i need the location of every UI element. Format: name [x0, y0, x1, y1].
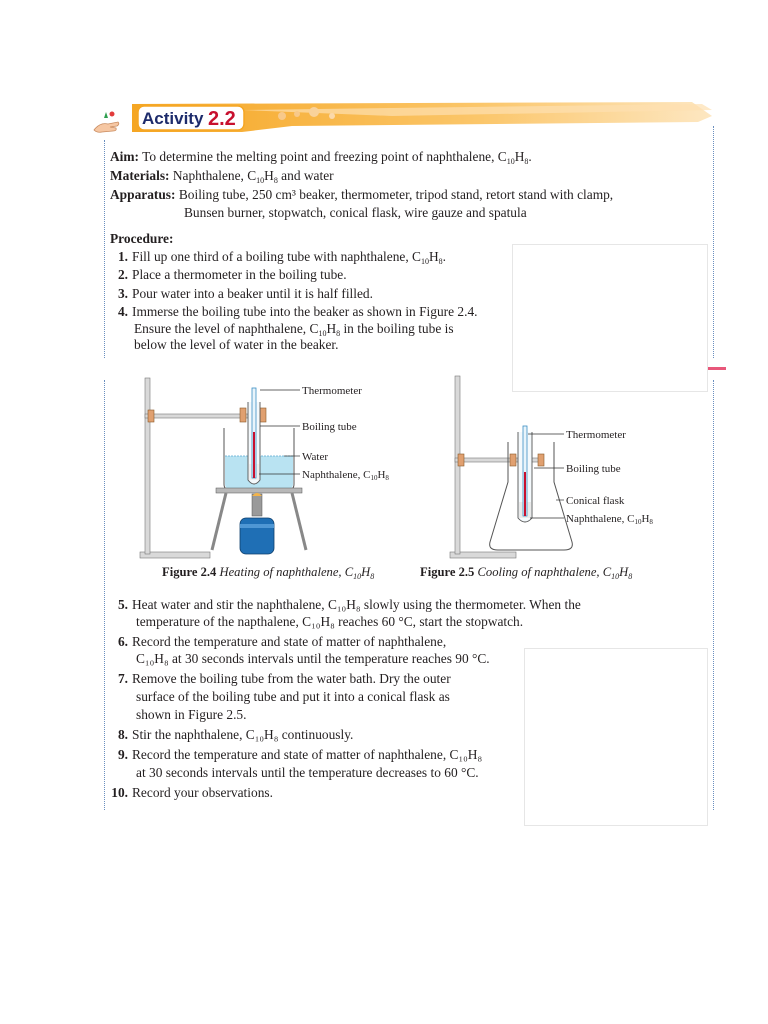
step-7-line-3: shown in Figure 2.5.	[136, 707, 247, 722]
label-conical-flask: Conical flask	[566, 495, 625, 507]
figure-2-4-caption: Figure 2.4 Heating of naphthalene, $C_{10}H_8$	[162, 565, 375, 581]
activity-title	[142, 109, 203, 129]
label-boiling-tube: Boiling tube	[302, 421, 357, 433]
pink-tab-marker	[706, 367, 726, 370]
left-dotted-border-top	[104, 140, 105, 358]
right-dotted-border-top	[713, 126, 714, 358]
step-2: 2. Place a thermometer in the boiling tube.	[117, 267, 347, 282]
step-5-line-2: temperature of the napthalene, C₁₀H₈ reaches 60 °C, start the stopwatch.	[136, 614, 524, 629]
label-boiling-tube: Boiling tube	[566, 463, 621, 475]
apparatus-line-2: Bunsen burner, stopwatch, conical flask, wire gauze and spatula	[184, 205, 527, 220]
procedure-title: Procedure:	[110, 231, 174, 246]
step-1: 1. Fill up one third of a boiling tube with naphthalene, $C_{10}H_8$.	[117, 249, 447, 266]
left-dotted-border-bottom	[104, 380, 105, 810]
aim-line: Aim: To determine the melting point and freezing point of naphthalene, $C_{10}H_8$.	[110, 149, 532, 166]
figure-2-4-diagram	[136, 372, 406, 562]
blank-box-top	[512, 244, 708, 392]
step-4-cont-2: below the level of water in the beaker.	[134, 337, 339, 352]
label-naphthalene: Naphthalene, C10H8	[566, 513, 653, 526]
activity-word: Activity	[142, 109, 204, 128]
step-4-cont-1: Ensure the level of naphthalene, $C_{10}H_8$ in the boiling tube is	[134, 321, 454, 338]
activity-number: 2.2	[208, 108, 236, 130]
figure-2-5-caption: Figure 2.5 Cooling of naphthalene, $C_{10}H_8$	[420, 565, 633, 581]
hand-icon	[92, 108, 122, 138]
apparatus-line-1: Apparatus: Boiling tube, 250 cm³ beaker, thermometer, tripod stand, retort stand with clamp,	[110, 187, 614, 202]
gas-canister	[240, 518, 274, 554]
step-3: 3. Pour water into a beaker until it is half filled.	[117, 286, 373, 301]
step-9-line-1: 9. Record the temperature and state of matter of naphthalene, C₁₀H₈	[117, 747, 483, 762]
retort-base	[140, 552, 210, 558]
materials-line: Materials: Naphthalene, $C_{10}H_8$ and water	[110, 168, 334, 185]
label-thermometer: Thermometer	[302, 385, 362, 397]
figure-2-5-diagram	[446, 372, 686, 562]
step-7-line-2: surface of the boiling tube and put it into a conical flask as	[136, 689, 450, 704]
step-4: 4. Immerse the boiling tube into the beaker as shown in Figure 2.4.	[117, 304, 478, 319]
step-10: 10. Record your observations.	[111, 785, 273, 800]
label-water: Water	[302, 451, 328, 463]
blank-box-bottom	[524, 648, 708, 826]
step-7-line-1: 7. Remove the boiling tube from the water bath. Dry the outer	[117, 671, 451, 686]
clamp-arm	[145, 414, 255, 418]
right-dotted-border-bottom	[713, 380, 714, 810]
retort-rod	[145, 378, 150, 554]
label-naphthalene: Naphthalene, C10H8	[302, 469, 389, 482]
step-6-line-1: 6. Record the temperature and state of matter of naphthalene,	[117, 634, 447, 649]
step-6-line-2: C₁₀H₈ at 30 seconds intervals until the temperature reaches 90 °C.	[136, 651, 490, 666]
step-5-line-1: 5. Heat water and stir the naphthalene, C₁₀H₈ slowly using the thermometer. When the	[117, 597, 581, 612]
step-8: 8. Stir the naphthalene, C₁₀H₈ continuously.	[117, 727, 354, 742]
wire-gauze	[216, 488, 302, 493]
label-thermometer: Thermometer	[566, 429, 626, 441]
step-9-line-2: at 30 seconds intervals until the temperature decreases to 60 °C.	[136, 765, 479, 780]
